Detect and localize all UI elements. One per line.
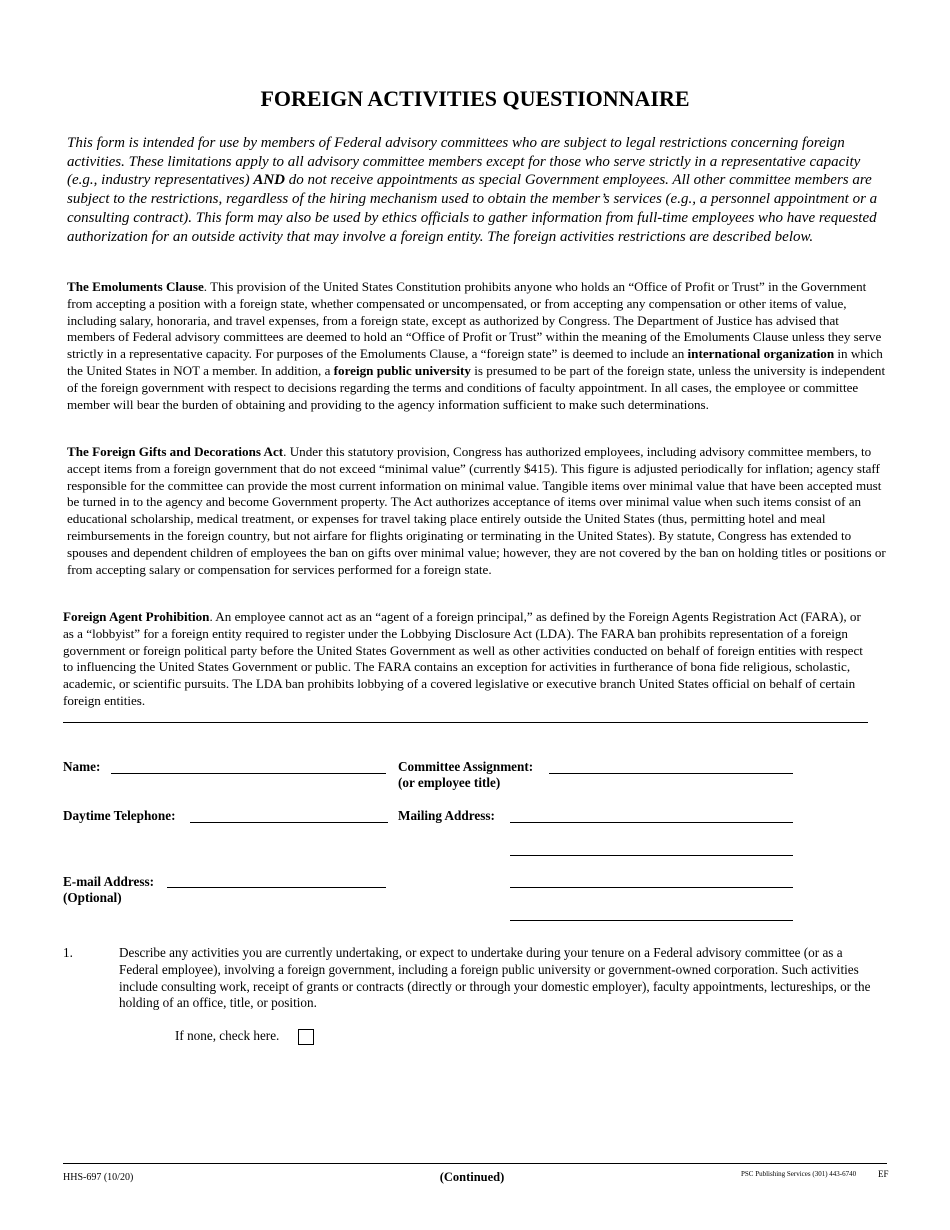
email-label: E-mail Address: [63,874,154,889]
committee-label: Committee Assignment: [398,759,534,774]
section-divider [63,722,868,723]
emoluments-heading: The Emoluments Clause [67,279,204,294]
mailing-field-line-3[interactable] [510,887,793,888]
mailing-field-line-4[interactable] [510,920,793,921]
intro-paragraph [67,134,889,246]
phone-label: Daytime Telephone: [63,808,176,823]
fara-heading: Foreign Agent Prohibition [63,609,210,624]
ef-mark: EF [878,1169,889,1179]
emoluments-bold-2: foreign public university [333,362,471,378]
page-title: FOREIGN ACTIVITIES QUESTIONNAIRE [260,86,690,111]
email-sublabel: (Optional) [63,890,122,905]
form-number: HHS-697 (10/20) [63,1172,134,1183]
name-label: Name: [63,759,101,774]
intro-text-1: This form is intended for use by members of Federal advisory committees who are subject to legal restrictions concerning foreign activities. These limitations apply to all advisory committee members except for those who serve strictly in a representative capacity (e.g., industry representatives) [67,135,861,189]
intro-text-2: do not receive appointments as special Government employees. All other committee members are subject to the restrictions, regardless of the hiring mechanism used to obtain the member’s services (e.g., a personnel appointment or a consulting contract). This form may also be used by ethics officials to gather information from full-time employees who have requested authorization for an outside activity that may involve a foreign entity. The foreign activities restrictions are described below. [67,172,878,245]
none-checkbox[interactable] [298,1029,314,1045]
phone-field[interactable] [190,822,388,823]
none-check-label: If none, check here. [175,1028,280,1043]
gifts-heading: The Foreign Gifts and Decorations Act [67,444,284,459]
committee-sublabel: (or employee title) [398,775,501,790]
intro-and: AND [253,172,286,189]
name-field[interactable] [111,773,386,774]
fara-text: . An employee cannot act as an “agent of a foreign principal,” as defined by the Foreign Agents Registration Act (FARA), or as a “lobbyist” for a foreign entity required to register under the Lobbying Disclosure Act (LDA). The FARA ban prohibits representation of a foreign government or foreign political party before the United States Government as well as other activities conducted on behalf of foreign entities with respect to influencing the United States Government or public. The FARA contains an exception for activities in furtherance of bona fide religious, scholastic, academic, or scientific pursuits. The LDA ban prohibits lobbying of a covered legislative or executive branch United States official on behalf of certain foreign entities. [63,609,863,708]
emoluments-paragraph [67,279,889,413]
emoluments-text-3: is presumed to be part of the foreign state, unless the university is independent of the foreign government with respect to decisions regarding the terms and conditions of faculty appointment. In all cases, the employee or committee member will bear the burden of obtaining and providing to the agency information sufficient to make such determinations. [67,362,886,412]
emoluments-text-2: in which the United States in NOT a member. In addition, a [67,346,883,378]
emoluments-text-1: . This provision of the United States Constitution prohibits anyone who holds an “Office of Profit or Trust” in the Government from accepting a position with a foreign state, whether compensated or uncompensated, or from accepting any compensation or other items of value, including salary, honoraria, and travel expenses, from a foreign state, except as authorized by Congress. The Department of Justice has advised that members of Federal advisory committees are deemed to hold an “Office of Profit or Trust” within the meaning of the Emoluments Clause unless they serve strictly in a representative capacity. For purposes of the Emoluments Clause, a “foreign state” is deemed to include an [67,279,882,362]
mailing-label: Mailing Address: [398,808,495,823]
fara-paragraph [63,609,871,710]
footer-divider [63,1163,887,1164]
gifts-paragraph [67,444,889,578]
question-1-text: Describe any activities you are currently undertaking, or expect to undertake during your tenure on a Federal advisory committee (or as a Federal employee), involving a foreign government, including a foreign public university or government-owned corporation. Such activities include consulting work, receipt of grants or contracts (directly or through your domestic employer), faculty appointments, lectureships, or the holding of an office, title, or position. [119,945,871,1011]
email-field[interactable] [167,887,386,888]
committee-field[interactable] [549,773,793,774]
continued-label: (Continued) [439,1170,505,1184]
question-1-number: 1. [63,945,73,960]
emoluments-bold-1: international organization [687,346,835,362]
mailing-field-line-2[interactable] [510,855,793,856]
gifts-text: . Under this statutory provision, Congress has authorized employees, including advisory committee members, to accept items from a foreign government that do not exceed “minimal value” (currently $415). This figure is adjusted periodically for inflation; agency staff responsible for the committee can provide the most current information on minimal value. Tangible items over minimal value that have been accepted must be turned in to the agency and become Government property. The Act authorizes acceptance of items over minimal value when such items consist of an educational scholarship, medical treatment, or expenses for travel taking place entirely outside the United States (thus, permitting hotel and meal reimbursements in the foreign country, but not airfare for flights originating or terminating in the United States). By statute, Congress has extended to spouses and dependent children of employees the ban on gifts over minimal value; however, they are not covered by the ban on holding titles or positions or from accepting salary or compensation for services performed for a foreign state. [67,444,886,577]
publisher-credit: PSC Publishing Services (301) 443-6740 [741,1170,857,1178]
mailing-field-line-1[interactable] [510,822,793,823]
